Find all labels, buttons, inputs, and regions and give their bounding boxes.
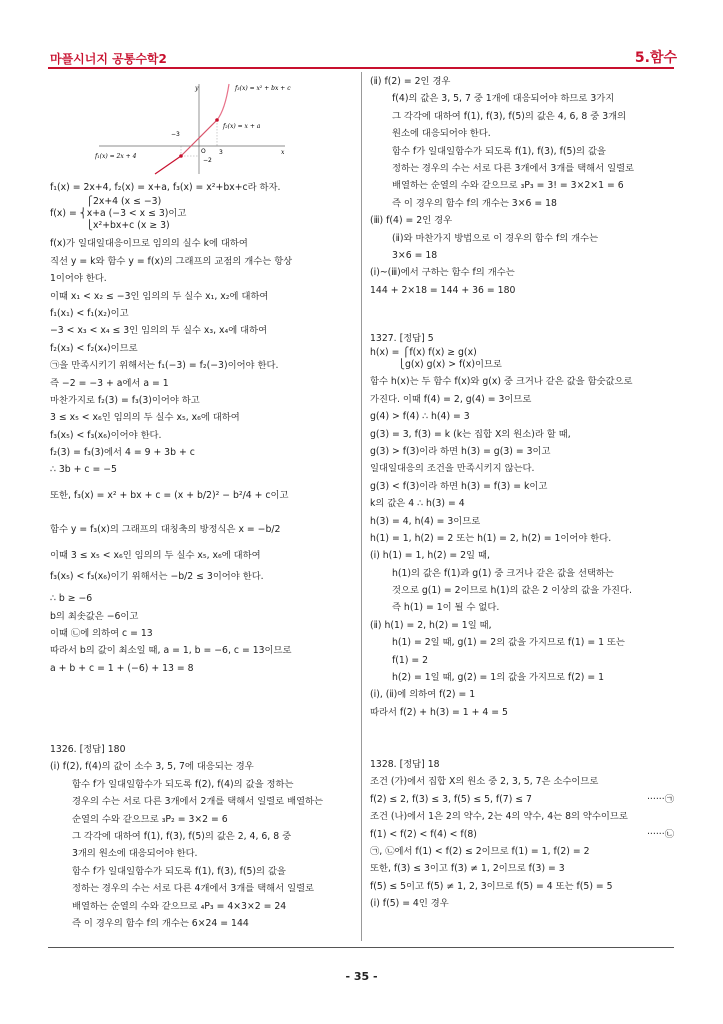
curve-f3 — [217, 84, 229, 120]
label-f2: f₂(x) = x + a — [223, 123, 261, 130]
problem-title: 1328. [정답] 18 — [370, 759, 440, 770]
text-line: 배열하는 순열의 수와 같으므로 ₄P₃ = 4×3×2 = 24 — [72, 900, 287, 912]
tick-neg3: −3 — [171, 131, 180, 138]
text-line: ⎧2x+4 (x ≤ −3) — [86, 196, 162, 208]
page-number: - 35 - — [345, 970, 378, 983]
text-line: −3 < x₃ < x₄ ≤ 3인 임의의 두 실수 x₃, x₄에 대하여 — [50, 325, 268, 337]
text-line: (ⅱ)와 마찬가지 방법으로 이 경우의 함수 f의 개수는 — [392, 232, 599, 244]
text-line: ㉠을 만족시키기 위해서는 f₁(−3) = f₂(−3)이어야 한다. — [50, 360, 279, 372]
text-line: 배열하는 순열의 수와 같으므로 ₃P₃ = 3! = 3×2×1 = 6 — [392, 180, 624, 192]
text-line: 1이어야 한다. — [50, 273, 107, 285]
text-line: 이때 ㉡에 의하여 c = 13 — [50, 628, 153, 640]
text-line: g(4) > f(4) ∴ h(4) = 3 — [370, 411, 470, 423]
text-line: 3 ≤ x₅ < x₆인 임의의 두 실수 x₅, x₆에 대하여 — [50, 412, 240, 424]
text-line: h(1) = 2일 때, g(1) = 2의 값을 가지므로 f(1) = 1 또는 — [392, 637, 625, 649]
text-line: 따라서 b의 값이 최소일 때, a = 1, b = −6, c = 13이므로 — [50, 645, 292, 657]
text-line: 즉 이 경우의 함수 f의 개수는 3×6 = 18 — [392, 197, 557, 209]
text-line: 그 각각에 대하여 f(1), f(3), f(5)의 값은 2, 4, 6, 8 중 — [72, 830, 292, 842]
text-line: 일대일대응의 조건을 만족시키지 않는다. — [370, 463, 535, 475]
text-line: ⎩x²+bx+c (x ≥ 3) — [86, 220, 170, 232]
text-line: f(x) = ⎨x+a (−3 < x ≤ 3)이고 — [50, 208, 187, 220]
text-line: 마찬가지로 f₂(3) = f₃(3)이어야 하고 — [50, 394, 200, 406]
text-line: f(2) ≤ 2, f(3) ≤ 3, f(5) ≤ 5, f(7) ≤ 7 — [370, 793, 532, 805]
tick-neg2: −2 — [203, 157, 212, 164]
problem-title: 1327. [정답] 5 — [370, 333, 434, 344]
text-line: f(x)가 일대일대응이므로 임의의 실수 k에 대하여 — [50, 238, 248, 250]
text-line: 즉 −2 = −3 + a에서 a = 1 — [50, 377, 169, 389]
line-f1 — [155, 156, 181, 174]
text-line: 그 각각에 대하여 f(1), f(3), f(5)의 값은 4, 6, 8 중 3개의 — [392, 110, 627, 122]
text-line: ⎩g(x) g(x) > f(x)이므로 — [398, 359, 502, 371]
text-line: h(1)의 값은 f(1)과 g(1) 중 크거나 같은 값을 선택하는 — [392, 567, 614, 579]
text-line: 이때 x₁ < x₂ ≤ −3인 임의의 두 실수 x₁, x₂에 대하여 — [50, 290, 269, 302]
text-line: h(2) = 1일 때, g(2) = 1의 값을 가지므로 f(2) = 1 — [392, 672, 604, 684]
text-line: f(1) < f(2) < f(4) < f(8) — [370, 828, 477, 840]
text-line: 이때 3 ≤ x₅ < x₆인 임의의 두 실수 x₅, x₆에 대하여 — [50, 549, 261, 561]
function-graph — [95, 80, 305, 176]
text-line: 조건 (가)에서 집합 X의 원소 중 2, 3, 5, 7은 소수이므로 — [370, 776, 599, 788]
point-3 — [215, 118, 219, 122]
label-f3: f₃(x) = x² + bx + c — [235, 85, 291, 92]
text-line: (ⅱ) h(1) = 2, h(2) = 1일 때, — [370, 619, 492, 631]
text-line: (ⅰ) h(1) = 1, h(2) = 2일 때, — [370, 550, 490, 562]
text-line-with-mark — [370, 791, 674, 808]
text-line: 정하는 경우의 수는 서로 다른 3개에서 3개를 택해서 일렬로 — [392, 162, 635, 174]
text-line: g(3) > f(3)이라 하면 h(3) = g(3) = 3이고 — [370, 445, 551, 457]
text-line: h(1) = 1, h(2) = 2 또는 h(1) = 2, h(2) = 1이어야 한다. — [370, 532, 612, 544]
text-line: f(5) ≤ 5이고 f(5) ≠ 1, 2, 3이므로 f(5) = 4 또는 f(5) = 5 — [370, 880, 613, 892]
text-line: 원소에 대응되어야 한다. — [392, 128, 491, 140]
text-line: f₃(x₅) < f₃(x₆)이어야 한다. — [50, 429, 162, 441]
text-line: a + b + c = 1 + (−6) + 13 = 8 — [50, 662, 194, 674]
text-line: 함수 h(x)는 두 함수 f(x)와 g(x) 중 크거나 같은 값을 함숫값으로 — [370, 376, 633, 388]
point-neg3 — [179, 154, 183, 158]
text-line: (ⅱ) f(2) = 2인 경우 — [370, 76, 451, 87]
text-line: 함수 y = f₃(x)의 그래프의 대칭축의 방정식은 x = −b/2 — [50, 523, 281, 535]
text-line: f₂(x₃) < f₂(x₄)이므로 — [50, 342, 138, 354]
text-line: (ⅰ)~(ⅲ)에서 구하는 함수 f의 개수는 — [370, 267, 515, 279]
problem-1328 — [370, 756, 674, 913]
equation-mark: ······㉡ — [646, 828, 674, 840]
text-line: 조건 (나)에서 1은 2의 약수, 2는 4의 약수, 4는 8의 약수이므로 — [370, 811, 628, 823]
text-line: ∴ b ≥ −6 — [50, 593, 93, 605]
text-line: 즉 이 경우의 함수 f의 개수는 6×24 = 144 — [72, 917, 249, 929]
origin-label: O — [201, 148, 206, 155]
problem-1326 — [50, 741, 352, 932]
header-chapter-title: 5.함수 — [634, 50, 677, 66]
text-line: g(3) = 3, f(3) = k (k는 집합 X의 원소)라 할 때, — [370, 428, 571, 440]
header-rule — [48, 67, 674, 69]
text-line: (ⅰ) f(2), f(4)의 값이 소수 3, 5, 7에 대응되는 경우 — [50, 761, 254, 773]
text-line: 것으로 g(1) = 2이므로 h(1)의 값은 2 이상의 값을 가진다. — [392, 585, 632, 597]
header-book-title: 마플시너지 공통수학2 — [50, 52, 167, 66]
text-line: f₁(x) = 2x+4, f₂(x) = x+a, f₃(x) = x²+bx+c라 하자. — [50, 182, 281, 193]
label-f1: f₁(x) = 2x + 4 — [95, 153, 137, 160]
text-line: k의 값은 4 ∴ h(3) = 4 — [370, 498, 465, 510]
text-line: f(1) = 2 — [392, 654, 429, 666]
x-axis-label: x — [281, 149, 285, 156]
text-line: 함수 f가 일대일함수가 되도록 f(1), f(3), f(5)의 값을 — [392, 145, 606, 157]
text-line: h(x) = ⎧f(x) f(x) ≥ g(x) — [370, 347, 477, 359]
text-line: 3개의 원소에 대응되어야 한다. — [72, 848, 198, 860]
y-axis-label: y — [195, 85, 199, 92]
footer-rule — [48, 947, 674, 948]
tick-3: 3 — [219, 149, 223, 156]
problem-1327 — [370, 330, 674, 721]
text-line: h(3) = 4, h(4) = 3이므로 — [370, 515, 481, 527]
text-line: ∴ 3b + c = −5 — [50, 464, 117, 476]
text-line: 정하는 경우의 수는 서로 다른 4개에서 3개를 택해서 일렬로 — [72, 883, 315, 895]
text-line: 함수 f가 일대일함수가 되도록 f(2), f(4)의 값을 정하는 — [72, 778, 294, 790]
text-line: ㉠, ㉡에서 f(1) < f(2) ≤ 2이므로 f(1) = 1, f(2) = 2 — [370, 845, 590, 857]
text-line: 즉 h(1) = 1이 될 수 없다. — [392, 602, 500, 614]
left-column-solution — [50, 179, 352, 677]
text-line: f₂(3) = f₃(3)에서 4 = 9 + 3b + c — [50, 447, 195, 459]
text-line: (ⅲ) f(4) = 2인 경우 — [370, 215, 453, 227]
text-line: 144 + 2×18 = 144 + 36 = 180 — [370, 284, 516, 296]
text-line: 가진다. 이때 f(4) = 2, g(4) = 3이므로 — [370, 393, 532, 405]
text-line: (ⅰ), (ⅱ)에 의하여 f(2) = 1 — [370, 689, 476, 701]
text-line: (ⅰ) f(5) = 4인 경우 — [370, 898, 449, 910]
text-line: 직선 y = k와 함수 y = f(x)의 그래프의 교점의 개수는 항상 — [50, 255, 293, 267]
text-line-with-mark — [370, 826, 674, 843]
text-line: b의 최솟값은 −6이고 — [50, 610, 139, 622]
text-line: 3×6 = 18 — [392, 249, 438, 261]
text-line: 경우의 수는 서로 다른 3개에서 2개를 택해서 일렬로 배열하는 — [72, 796, 324, 808]
text-line: f₁(x₁) < f₁(x₂)이고 — [50, 307, 129, 319]
text-line: 또한, f(3) ≤ 3이고 f(3) ≠ 1, 2이므로 f(3) = 3 — [370, 863, 565, 875]
text-line: 순열의 수와 같으므로 ₃P₂ = 3×2 = 6 — [72, 813, 228, 825]
equation-mark: ······㉠ — [646, 793, 674, 805]
text-line: 따라서 f(2) + h(3) = 1 + 4 = 5 — [370, 706, 508, 718]
right-column-continuation — [370, 73, 674, 299]
column-divider — [361, 72, 362, 941]
text-line: f₃(x₅) < f₃(x₆)이기 위해서는 −b/2 ≤ 3이어야 한다. — [50, 571, 264, 583]
text-line: f(4)의 값은 3, 5, 7 중 1개에 대응되어야 하므로 3가지 — [392, 93, 615, 105]
problem-title: 1326. [정답] 180 — [50, 744, 126, 755]
text-line: g(3) < f(3)이라 하면 h(3) = f(3) = k이고 — [370, 480, 548, 492]
text-line: 또한, f₃(x) = x² + bx + c = (x + b/2)² − b²/4 + c이고 — [50, 489, 289, 501]
text-line: 함수 f가 일대일함수가 되도록 f(1), f(3), f(5)의 값을 — [72, 865, 286, 877]
